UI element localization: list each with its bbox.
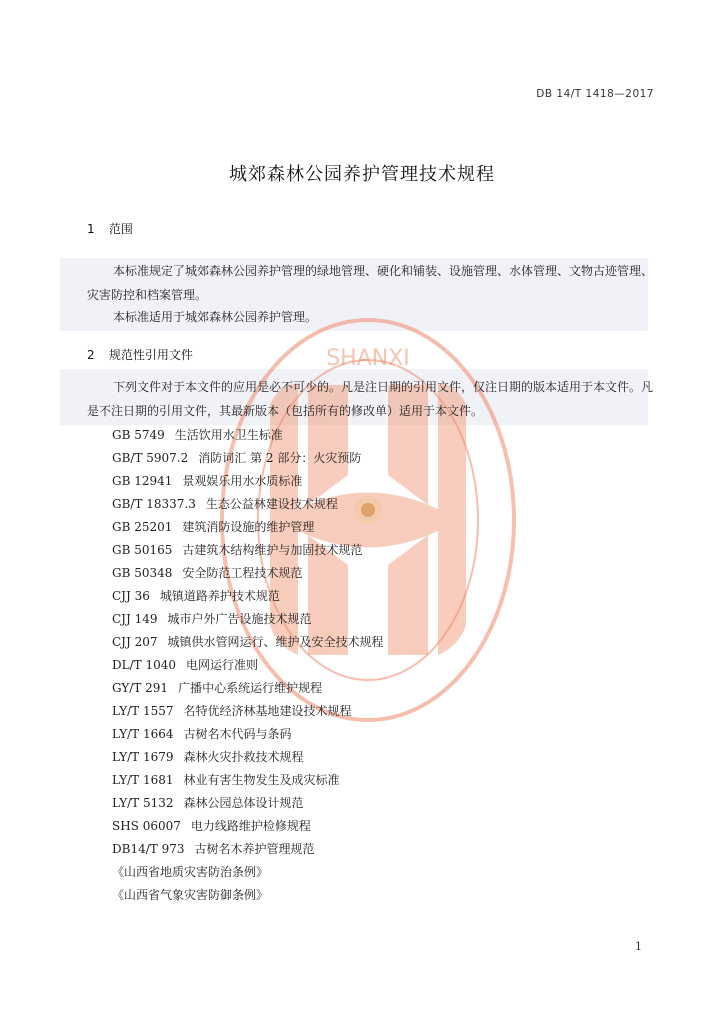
- reference-code: CJJ 207: [112, 635, 158, 649]
- reference-code: GB 12941: [112, 474, 173, 488]
- reference-title: 古树名木养护管理规范: [194, 842, 315, 856]
- reference-item: [112, 884, 384, 907]
- reference-item: [112, 654, 384, 677]
- references-intro-paragraph: 下列文件对于本文件的应用是必不可少的。凡是注日期的引用文件，仅注日期的版本适用于本文件。凡是不注日期的引用文件，其最新版本（包括所有的修改单）适用于本文件。: [87, 380, 654, 418]
- reference-title: 生态公益林建设技术规程: [205, 497, 338, 511]
- reference-code: CJJ 36: [112, 589, 150, 603]
- reference-code: GB 50165: [112, 543, 173, 557]
- reference-item: [112, 746, 384, 769]
- reference-title: 广播中心系统运行维护规程: [178, 681, 323, 695]
- page-number: 1: [635, 940, 642, 953]
- document-title: 城郊森林公园养护管理技术规程: [229, 164, 495, 185]
- scope-paragraph: 本标准规定了城郊森林公园养护管理的绿地管理、硬化和铺装、设施管理、水体管理、文物古迹管理、灾害防控和档案管理。: [87, 264, 654, 302]
- reference-title: 城市户外广告设施技术规范: [167, 612, 312, 626]
- section-number: 2: [87, 348, 95, 362]
- reference-title: 《山西省地质灾害防治条例》: [112, 865, 269, 879]
- reference-title: 景观娱乐用水水质标准: [182, 474, 303, 488]
- reference-list: [112, 424, 384, 907]
- reference-title: 城镇道路养护技术规范: [159, 589, 280, 603]
- watermark-text: SHANXI: [326, 346, 410, 371]
- reference-title: 森林火灾扑救技术规程: [183, 750, 304, 764]
- reference-item: [112, 838, 384, 861]
- reference-title: 森林公园总体设计规范: [183, 796, 304, 810]
- reference-code: GB/T 5907.2: [112, 451, 189, 465]
- reference-code: LY/T 1681: [112, 773, 174, 787]
- reference-item: [112, 700, 384, 723]
- reference-title: 名特优经济林基地建设技术规程: [183, 704, 352, 718]
- reference-code: GB 25201: [112, 520, 173, 534]
- reference-item: [112, 539, 384, 562]
- reference-code: GB 5749: [112, 428, 165, 442]
- reference-item: [112, 424, 384, 447]
- reference-item: [112, 769, 384, 792]
- reference-title: 城镇供水管网运行、维护及安全技术规程: [167, 635, 384, 649]
- section-heading-normative-references: [87, 346, 193, 363]
- reference-item: [112, 516, 384, 539]
- reference-item: [112, 792, 384, 815]
- reference-item: [112, 608, 384, 631]
- reference-code: GB 50348: [112, 566, 173, 580]
- reference-title: 《山西省气象灾害防御条例》: [112, 888, 269, 902]
- reference-title: 生活饮用水卫生标准: [174, 428, 283, 442]
- reference-title: 安全防范工程技术规范: [182, 566, 303, 580]
- reference-item: [112, 447, 384, 470]
- reference-item: [112, 585, 384, 608]
- reference-title: 电网运行准则: [186, 658, 259, 672]
- reference-code: CJJ 149: [112, 612, 158, 626]
- reference-item: [112, 631, 384, 654]
- reference-title: 古建筑木结构维护与加固技术规范: [182, 543, 363, 557]
- reference-title: 消防词汇 第 2 部分：火灾预防: [198, 451, 362, 465]
- reference-code: LY/T 5132: [112, 796, 174, 810]
- reference-code: LY/T 1557: [112, 704, 174, 718]
- reference-code: LY/T 1679: [112, 750, 174, 764]
- reference-code: DB14/T 973: [112, 842, 185, 856]
- reference-item: [112, 815, 384, 838]
- reference-item: [112, 861, 384, 884]
- reference-item: [112, 493, 384, 516]
- reference-title: 建筑消防设施的维护管理: [182, 520, 315, 534]
- document-code: DB 14/T 1418—2017: [536, 88, 654, 100]
- reference-code: LY/T 1664: [112, 727, 174, 741]
- reference-item: [112, 470, 384, 493]
- reference-code: GY/T 291: [112, 681, 169, 695]
- section-number: 1: [87, 222, 95, 236]
- reference-title: 古树名木代码与条码: [183, 727, 292, 741]
- section-title: 范围: [108, 222, 133, 236]
- reference-item: [112, 562, 384, 585]
- reference-code: SHS 06007: [112, 819, 181, 833]
- scope-applicability-paragraph: 本标准适用于城郊森林公园养护管理。: [113, 310, 318, 324]
- reference-code: DL/T 1040: [112, 658, 176, 672]
- reference-title: 林业有害生物发生及成灾标准: [183, 773, 340, 787]
- reference-item: [112, 723, 384, 746]
- reference-item: [112, 677, 384, 700]
- reference-title: 电力线路维护检修规程: [190, 819, 311, 833]
- section-title: 规范性引用文件: [108, 348, 193, 362]
- reference-code: GB/T 18337.3: [112, 497, 196, 511]
- section-heading-scope: [87, 220, 133, 237]
